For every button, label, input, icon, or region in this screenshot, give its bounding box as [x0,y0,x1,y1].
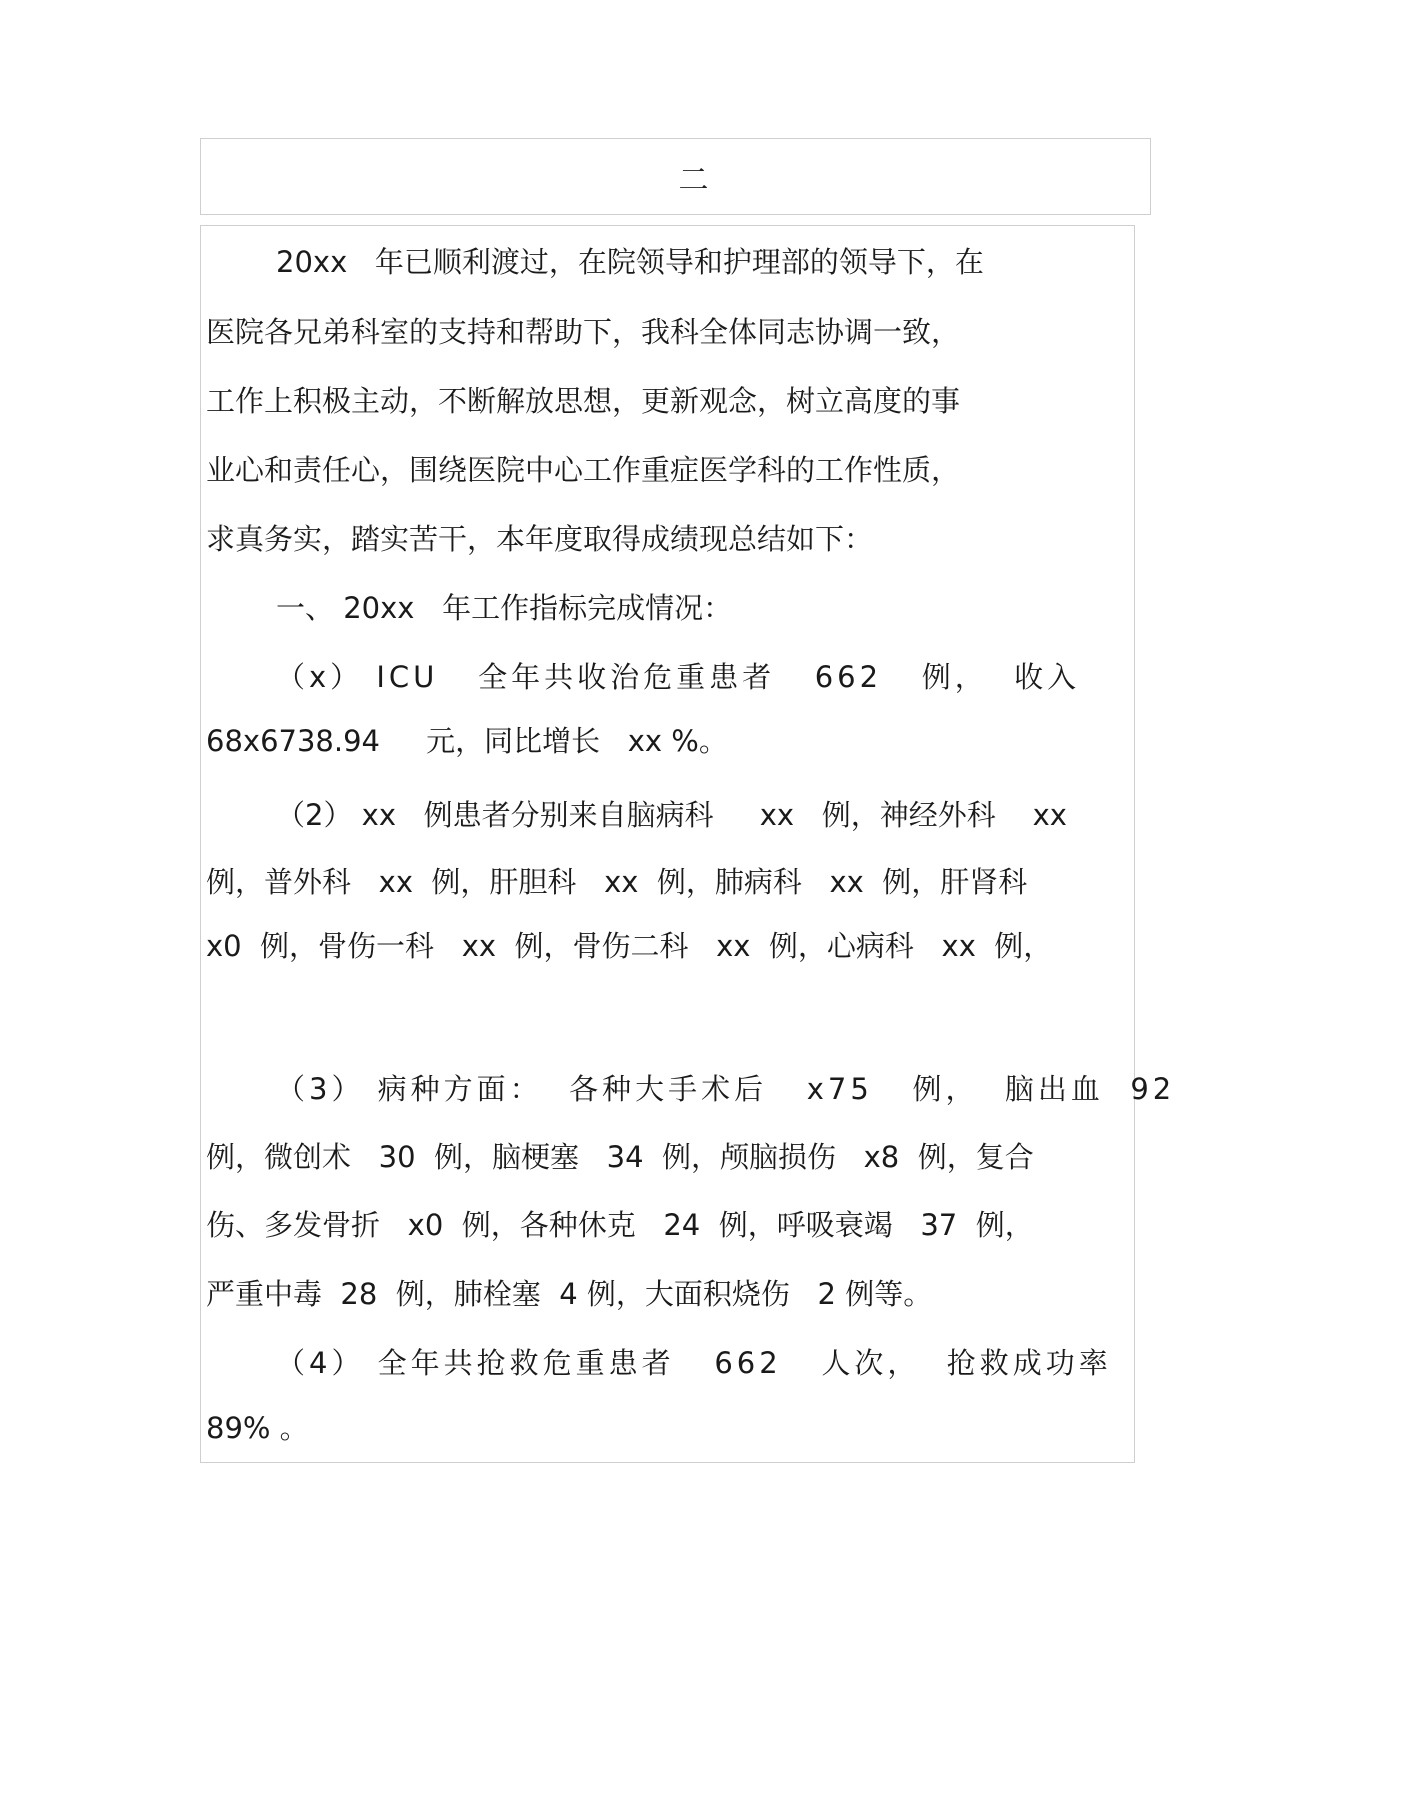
paragraph-line: （4） 全年共抢救危重患者 662 人次， 抢救成功率 [276,1346,1112,1380]
paragraph-line: 业心和责任心，围绕医院中心工作重症医学科的工作性质， [206,453,961,487]
paragraph-line: 68x6738.94 元，同比增长 xx %。 [206,724,728,758]
paragraph-line: 求真务实，踏实苦干，本年度取得成绩现总结如下： [206,522,874,556]
paragraph-line: 例，微创术 30 例，脑梗塞 34 例，颅脑损伤 x8 例，复合 [206,1140,1034,1174]
paragraph-line: 严重中毒 28 例，肺栓塞 4 例，大面积烧伤 2 例等。 [206,1277,933,1311]
paragraph-line: 例，普外科 xx 例，肝胆科 xx 例，肺病科 xx 例，肝肾科 [206,865,1028,899]
paragraph-line: （2） xx 例患者分别来自脑病科 xx 例，神经外科 xx [276,798,1067,832]
paragraph-line: 20xx 年已顺利渡过，在院领导和护理部的领导下，在 [276,245,984,279]
paragraph-line: 伤、多发骨折 x0 例，各种休克 24 例，呼吸衰竭 37 例， [206,1208,1034,1242]
heading-box [200,138,1151,215]
paragraph-line: 89% 。 [206,1411,309,1445]
paragraph-line: （3） 病种方面： 各种大手术后 x75 例， 脑出血 92 [276,1072,1176,1106]
paragraph-line: （x） ICU 全年共收治危重患者 662 例， 收入 [276,660,1081,694]
paragraph-line: x0 例，骨伤一科 xx 例，骨伤二科 xx 例，心病科 xx 例， [206,929,1053,963]
document-heading: 二 [678,162,709,198]
paragraph-line: 工作上积极主动，不断解放思想，更新观念，树立高度的事 [206,384,961,418]
section-heading: 一、 20xx 年工作指标完成情况： [276,591,733,625]
paragraph-line: 医院各兄弟科室的支持和帮助下，我科全体同志协调一致， [206,315,961,349]
